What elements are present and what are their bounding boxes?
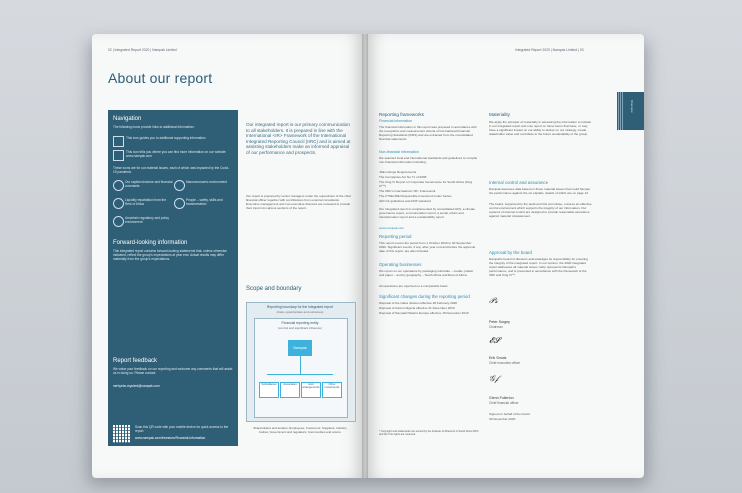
forward-looking-text: This integrated report contains forward-looking statements that, unless otherwise indicated, reflect the group's expectations at year end. Actual results may differ materially from the group's expectations. [113, 249, 227, 262]
non-financial-heading: Non-financial information [379, 150, 419, 154]
framework-list-item: GRI G4 guidelines and CDP standard [379, 199, 431, 203]
significant-changes-heading: Significant changes during the reporting period [379, 294, 470, 299]
navigation-intro: The following icons provide links to additional information: [113, 125, 195, 129]
nampak-node: Nampak [288, 340, 312, 356]
open-report-booklet [92, 34, 644, 478]
capital-label: People – safety, skills and transformation [186, 198, 223, 207]
liquidity-icon [113, 198, 124, 209]
scope-boundary-diagram [246, 302, 354, 452]
signatory-name: Glenn Fullerton [489, 396, 514, 400]
stakeholders-footer: Shareholders and lenders; Employees; Customers; Suppliers; Industry bodies; Government and regulators; Communities and unions [253, 426, 347, 434]
signature-ceo: 𝓔𝓢 [489, 336, 500, 345]
joint-arrangements-node: Joint arrangements [301, 382, 321, 398]
capital-structure-icon [113, 180, 124, 191]
connector [267, 374, 333, 375]
right-page [365, 34, 644, 478]
materiality-heading: Materiality [489, 112, 510, 117]
framework-list-item: The FTSE/JSE Responsible Investment Index Series [379, 194, 452, 198]
associates-node: Associates [280, 382, 300, 398]
capital-label: Liquidity repatriation from the Rest of Africa [125, 198, 167, 207]
operating-businesses-text: We report on our operations by packaging substrate – metals, plastic and paper – and by geography – South Africa and Rest of Africa. [379, 269, 474, 278]
capital-label: Macroeconomic environment [186, 180, 227, 184]
other-investments-node: Other investments [322, 382, 342, 398]
macroeconomic-icon [174, 180, 185, 191]
financial-information-text: The financial information in this report was prepared in accordance with the recognition and measurement criteria of International Financial Reporting Standards (IFRS) and are extracted from the consolidated financial statements. [379, 125, 477, 142]
framework-list-item: The Companies Act No 71 of 2008 [379, 175, 427, 179]
change-item: Disposal of Carton Nigeria effective 31 December 2019 [379, 306, 455, 310]
financial-information-heading: Financial information [379, 119, 413, 123]
signatory-role: Chief executive officer [489, 361, 521, 365]
signatory-role: Chairman [489, 325, 503, 329]
framework-list-item: The King IV Report on Corporate Governance for South Africa (King IV™) [379, 180, 473, 189]
left-page [92, 34, 365, 478]
framework-list-item: JSE Listings Requirements [379, 170, 417, 174]
change-item: Disposal of the Glass division effective 28 February 2020 [379, 301, 458, 305]
financial-sublabel: (control and significant influence) [278, 326, 322, 330]
feedback-text: We value your feedback on our reporting and welcome any comments that will assist us in doing so. Please contact [113, 367, 233, 376]
overview-section-tab[interactable] [623, 92, 644, 130]
signed-date: 30 November 2020 [489, 417, 516, 421]
signatory-name: Erik Smuts [489, 356, 507, 360]
capital-label: Uncertain regulatory and policy environment [125, 216, 169, 225]
feedback-heading: Report feedback [113, 358, 158, 364]
page-title: About our report [108, 70, 213, 86]
boundary-sublabel: (risks, opportunities and outcomes) [276, 310, 324, 314]
approval-heading: Approval by the board [489, 250, 532, 255]
non-financial-text: We selected local and international standards and guidelines to compile non-financial information including: [379, 156, 478, 165]
capitals-intro: These icons are for our material issues, each of which was impacted by the Covid-19 pandemic [113, 166, 230, 175]
reporting-frameworks-heading: Reporting frameworks [379, 112, 424, 117]
materiality-text: We apply the principle of materiality in assessing the information to include in our integrated report and only report on those items that have, or may have a significant impact on our ability to deliver on our strategy, create stakeholder value and contribute to the future sustainability of the group. [489, 120, 592, 137]
financial-entity-box [254, 318, 348, 418]
qr-text: Scan this QR code with your mobile device for quick access to the report. [135, 425, 229, 434]
page-link-icon [113, 136, 124, 147]
approval-text: Nampak's board of directors acknowledges its responsibility for ensuring the integrity of the integrated report. In our opinion, the 2020 integrated report addresses all material issues, fairly represents Nampak's performance, and is presented in accordance with the framework of the IIRC and King IV™. [489, 257, 588, 278]
tab-label: Overview [630, 100, 634, 113]
change-item: Disposal of Nampak Plastics Europe effective 15 December 2019 [379, 311, 469, 315]
body-paragraph: Our report is prepared by senior managers under the supervision of the chief financial officer together with contributions from external consultants. Executive management and non-executive directors are reviewed to provide their input into various sections of the report. [246, 194, 351, 211]
left-page-header: 02 | Integrated Report 2020 | Nampak Limited [108, 48, 177, 52]
forward-looking-heading: Forward-looking information [113, 240, 188, 246]
financial-info-link[interactable]: www.nampak.com/Investors/Financial-Information [135, 436, 206, 440]
lead-paragraph: Our integrated report is our primary communication to all stakeholders. It is prepared in line with the International <IR> Framework of the International Integrated Reporting Council (IIRC) and is aimed at assisting stakeholders make an informed appraisal of our performance and prospects. [246, 122, 351, 155]
web-link-icon [113, 150, 124, 161]
reporting-period-heading: Reporting period [379, 234, 412, 239]
signature-cfo: 𝒢𝒻 [489, 374, 499, 383]
signatory-name: Peter Surgey [489, 320, 510, 324]
signed-text: Signed on behalf of the board [489, 412, 530, 416]
qr-code-pattern [113, 425, 131, 443]
navigation-panel [108, 110, 238, 446]
navigation-heading: Navigation [113, 116, 142, 122]
scope-heading: Scope and boundary [246, 286, 302, 292]
signature-chairman: 𝒫𝓈 [489, 296, 498, 305]
framework-list-item: The IIRC's International <IR> Framework [379, 189, 436, 193]
book-spine-fold [362, 34, 368, 478]
boundary-label: Reporting boundary for the integrated report [266, 305, 334, 309]
signatory-role: Chief financial officer [489, 401, 519, 405]
regulatory-icon [113, 216, 124, 227]
subsidiaries-node: Subsidiaries [259, 382, 279, 398]
financial-label: Financial reporting entity [281, 321, 319, 325]
right-page-header: Integrated Report 2020 | Nampak Limited | 03 [515, 48, 584, 52]
feedback-email-link[interactable]: nerhyebo.myuleni@nampak.com [113, 384, 160, 388]
connector [300, 356, 301, 374]
assurance-text: Our integrated report is complemented by consolidated AFS, a climate governance report, a remuneration report, a social, ethics and transformation report and a sustainability report. [379, 207, 476, 220]
web-link-text: This icon tells you where you can find more information on our website: www.nampak.com [126, 150, 227, 159]
people-icon [174, 198, 185, 209]
page-link-text: This icon guides you to additional supporting information [126, 136, 206, 140]
website-link[interactable]: www.nampak.com [379, 226, 405, 230]
capital-label: Our capital structure and financial covenants [125, 180, 173, 189]
operating-businesses-heading: Operating businesses [379, 262, 422, 267]
internal-control-text: Nampak assesses data based on those material issues that could hamper the performance against the six capitals, details of which are on page 12. [489, 187, 591, 196]
copyright-footnote: * Copyright and trademarks are owned by the Institute of Directors in South Africa NPC and all of its rights are reserved. [379, 430, 479, 437]
internal-control-heading: Internal control and assurance [489, 180, 549, 185]
internal-control-text-2: The board, supported by the audit and risk committee, ensures an effective control environment which supports the integrity of our information. Our systems of internal control are designed to provide reasonable assurance against material misstatement. [489, 202, 592, 219]
operating-businesses-note: All operations are reported on a comparable basis. [379, 284, 449, 288]
reporting-period-text: This report covers the period from 1 October 2019 to 30 September 2020. Significant events, if any, after year end and before the approval date of this report, are also included. [379, 241, 476, 254]
